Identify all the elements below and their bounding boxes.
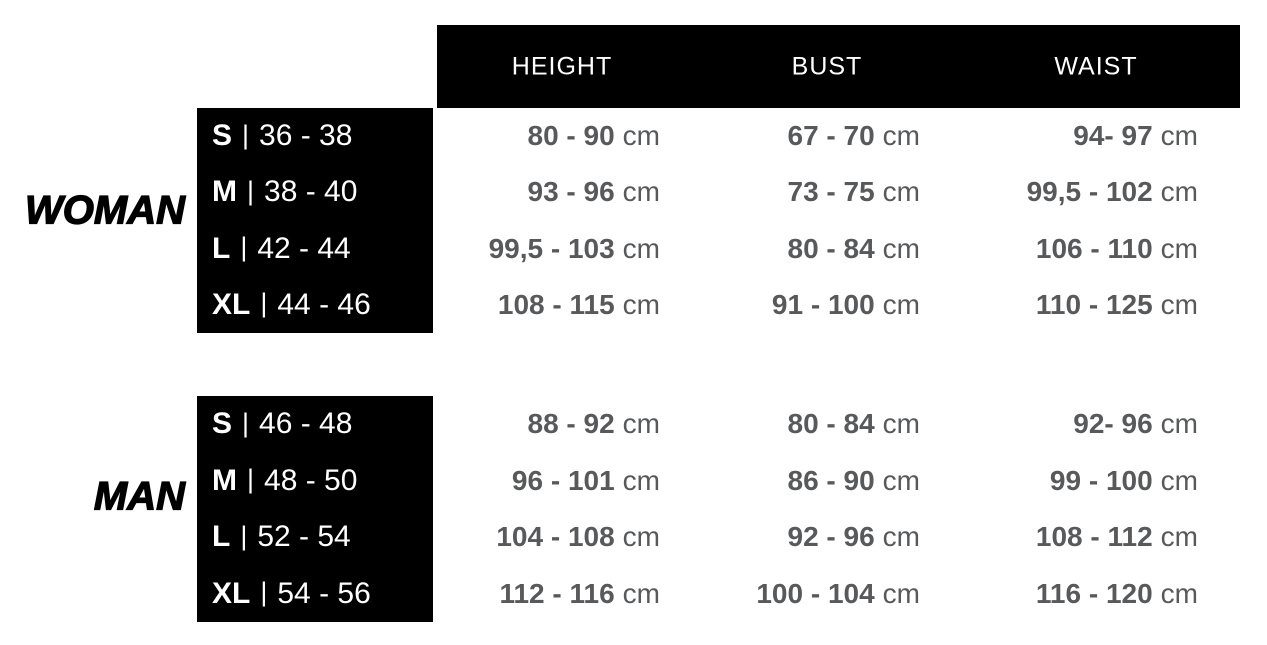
bust-cell [772, 289, 920, 321]
size-letter: S [212, 407, 233, 441]
measurement-row-woman-xl [0, 277, 1267, 333]
size-range: 38 - 40 [264, 175, 358, 209]
bust-cell [788, 521, 921, 553]
height-value: 96 - 101 [511, 464, 615, 496]
bust-value: 100 - 104 [756, 577, 875, 609]
bust-value: 80 - 84 [787, 408, 875, 440]
waist-value: 110 - 125 [1035, 288, 1153, 320]
size-letter: XL [212, 576, 251, 610]
unit-label: cm [882, 176, 920, 208]
bust-cell [788, 465, 921, 497]
size-separator: | [240, 232, 248, 263]
height-cell [528, 176, 661, 208]
bust-cell [788, 120, 921, 152]
size-separator: | [242, 119, 250, 150]
height-cell [489, 233, 660, 265]
size-letter: L [212, 520, 231, 554]
unit-label: cm [1160, 408, 1198, 440]
woman-measurements [0, 108, 1267, 333]
height-cell [499, 578, 660, 610]
unit-label: cm [882, 408, 920, 440]
waist-cell [1050, 465, 1198, 497]
measurement-row-man-l [0, 509, 1267, 566]
height-value: 112 - 116 [499, 577, 615, 609]
size-separator: | [247, 464, 255, 495]
size-range: 46 - 48 [259, 407, 353, 441]
waist-cell [1073, 408, 1198, 440]
unit-label: cm [1160, 120, 1198, 152]
size-letter: XL [212, 287, 251, 321]
size-range: 54 - 56 [277, 576, 371, 610]
bust-value: 86 - 90 [787, 464, 875, 496]
man-label: MAN [93, 474, 185, 519]
waist-value: 92- 96 [1073, 408, 1153, 440]
measurement-row-woman-s [0, 108, 1267, 164]
size-letter: L [212, 231, 231, 265]
waist-cell [1036, 578, 1198, 610]
bust-value: 91 - 100 [771, 288, 875, 320]
size-range: 52 - 54 [257, 520, 351, 554]
bust-cell [788, 408, 921, 440]
height-cell [512, 465, 660, 497]
unit-label: cm [882, 288, 920, 320]
waist-value: 106 - 110 [1035, 232, 1153, 264]
bust-value: 80 - 84 [787, 232, 875, 264]
unit-label: cm [622, 521, 660, 553]
bust-cell [788, 233, 921, 265]
bust-value: 73 - 75 [787, 176, 875, 208]
waist-value: 108 - 112 [1035, 521, 1153, 553]
unit-label: cm [622, 464, 660, 496]
height-cell [528, 120, 661, 152]
table-header-bar [437, 25, 1240, 108]
height-value: 104 - 108 [496, 521, 615, 553]
measurement-row-man-xl [0, 566, 1267, 623]
column-header-height: HEIGHT [511, 52, 613, 80]
measurement-row-woman-l [0, 221, 1267, 277]
waist-cell [1027, 176, 1198, 208]
height-value: 80 - 90 [527, 120, 615, 152]
measurement-row-woman-m [0, 164, 1267, 220]
column-header-bust: BUST [791, 52, 863, 80]
height-value: 93 - 96 [527, 176, 615, 208]
size-range: 48 - 50 [264, 463, 358, 497]
bust-cell [756, 578, 920, 610]
size-separator: | [247, 175, 255, 206]
unit-label: cm [882, 464, 920, 496]
height-value: 99,5 - 103 [488, 232, 615, 264]
height-value: 88 - 92 [527, 408, 615, 440]
waist-value: 94- 97 [1073, 120, 1153, 152]
unit-label: cm [882, 577, 920, 609]
waist-cell [1036, 233, 1198, 265]
height-cell [528, 408, 661, 440]
waist-cell [1036, 521, 1198, 553]
height-cell [496, 521, 660, 553]
unit-label: cm [882, 521, 920, 553]
unit-label: cm [1160, 577, 1198, 609]
size-letter: S [212, 119, 233, 153]
bust-value: 67 - 70 [787, 120, 875, 152]
size-range: 36 - 38 [259, 119, 353, 153]
size-separator: | [260, 577, 268, 608]
unit-label: cm [1160, 232, 1198, 264]
waist-cell [1073, 120, 1198, 152]
unit-label: cm [622, 120, 660, 152]
bust-value: 92 - 96 [787, 521, 875, 553]
waist-value: 116 - 120 [1035, 577, 1153, 609]
waist-cell [1036, 289, 1198, 321]
unit-label: cm [882, 232, 920, 264]
height-cell [498, 289, 660, 321]
size-range: 44 - 46 [277, 287, 371, 321]
size-letter: M [212, 175, 237, 209]
unit-label: cm [622, 577, 660, 609]
waist-value: 99,5 - 102 [1026, 176, 1153, 208]
size-range: 42 - 44 [257, 231, 351, 265]
unit-label: cm [1160, 521, 1198, 553]
column-header-waist: WAIST [1054, 52, 1138, 80]
unit-label: cm [882, 120, 920, 152]
size-separator: | [260, 288, 268, 319]
size-separator: | [240, 520, 248, 551]
waist-value: 99 - 100 [1049, 464, 1153, 496]
size-separator: | [242, 407, 250, 438]
unit-label: cm [622, 232, 660, 264]
unit-label: cm [622, 176, 660, 208]
unit-label: cm [1160, 288, 1198, 320]
bust-cell [788, 176, 921, 208]
unit-label: cm [1160, 176, 1198, 208]
woman-label: WOMAN [25, 188, 185, 233]
measurement-row-man-m [0, 453, 1267, 510]
size-letter: M [212, 463, 237, 497]
unit-label: cm [622, 288, 660, 320]
height-value: 108 - 115 [497, 288, 615, 320]
man-measurements [0, 396, 1267, 622]
unit-label: cm [1160, 464, 1198, 496]
unit-label: cm [622, 408, 660, 440]
measurement-row-man-s [0, 396, 1267, 453]
